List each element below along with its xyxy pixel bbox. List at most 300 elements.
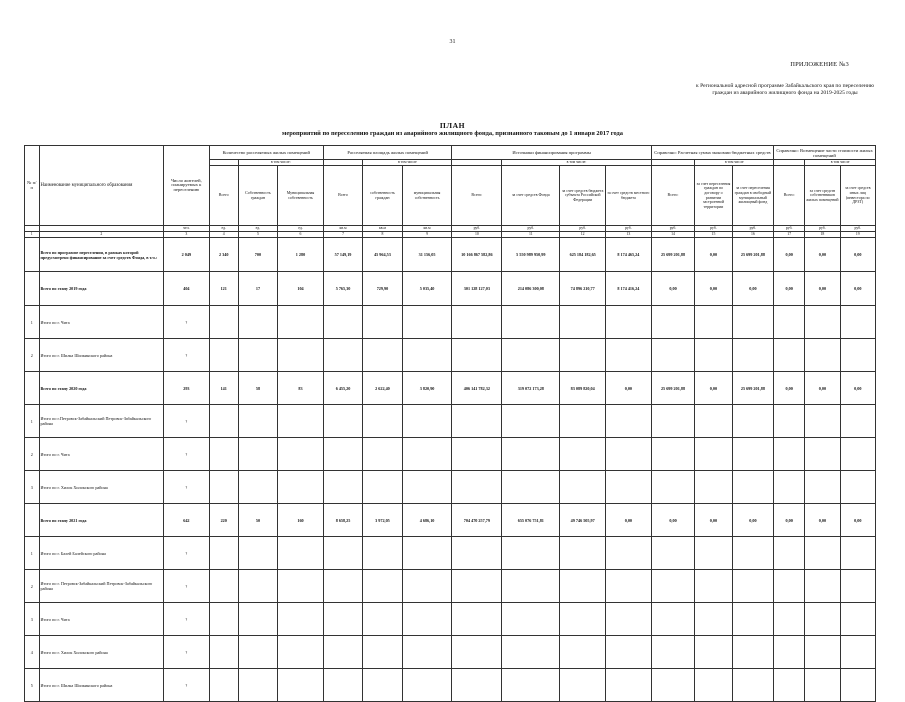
value-cell: ? bbox=[164, 669, 210, 702]
table-row-total bbox=[25, 372, 876, 405]
value-cell: 704 470 257,79 bbox=[452, 504, 502, 537]
value-cell bbox=[840, 471, 875, 504]
header-group-finance: Источники финансирования программы bbox=[452, 146, 651, 160]
value-cell bbox=[209, 636, 238, 669]
value-cell bbox=[560, 306, 606, 339]
value-cell bbox=[805, 636, 840, 669]
value-cell: 58 bbox=[238, 372, 277, 405]
value-cell: 293 bbox=[164, 372, 210, 405]
value-cell: ? bbox=[164, 570, 210, 603]
value-cell: ? bbox=[164, 306, 210, 339]
value-cell bbox=[560, 438, 606, 471]
unit-cell: руб. bbox=[840, 226, 875, 232]
value-cell: 0,00 bbox=[695, 504, 732, 537]
column-number-cell: 5 bbox=[238, 232, 277, 238]
value-cell bbox=[502, 669, 560, 702]
value-cell bbox=[452, 636, 502, 669]
value-cell bbox=[209, 669, 238, 702]
value-cell: 83 bbox=[278, 372, 324, 405]
value-cell: 0,00 bbox=[774, 372, 805, 405]
value-cell bbox=[606, 570, 652, 603]
value-cell bbox=[238, 636, 277, 669]
header-total: Всего: bbox=[452, 166, 502, 226]
value-cell bbox=[278, 306, 324, 339]
value-cell bbox=[502, 405, 560, 438]
value-cell: 319 072 173,28 bbox=[502, 372, 560, 405]
value-cell: 3 972,05 bbox=[363, 504, 402, 537]
value-cell bbox=[651, 306, 695, 339]
header-total: Всего: bbox=[774, 166, 805, 226]
value-cell bbox=[606, 339, 652, 372]
value-cell: ? bbox=[164, 405, 210, 438]
header-compensation-investor: за счет средств иных лиц (инвестора по ДРЗТ) bbox=[840, 166, 875, 226]
value-cell bbox=[278, 669, 324, 702]
value-cell bbox=[560, 636, 606, 669]
value-cell bbox=[402, 636, 452, 669]
value-cell bbox=[774, 438, 805, 471]
value-cell bbox=[323, 603, 362, 636]
value-cell: 1 280 bbox=[278, 238, 324, 272]
row-name: Итого по г. Шилка Шилкинского района bbox=[39, 669, 164, 702]
row-number: 2 bbox=[25, 339, 40, 372]
header-intro: в том числе bbox=[695, 160, 774, 166]
value-cell bbox=[402, 603, 452, 636]
value-cell bbox=[651, 405, 695, 438]
value-cell bbox=[732, 669, 774, 702]
value-cell bbox=[840, 636, 875, 669]
value-cell bbox=[402, 306, 452, 339]
column-number-cell: 2 bbox=[39, 232, 164, 238]
value-cell: ? bbox=[164, 471, 210, 504]
value-cell bbox=[452, 669, 502, 702]
value-cell: 406 141 782,32 bbox=[452, 372, 502, 405]
value-cell bbox=[238, 603, 277, 636]
value-cell bbox=[502, 636, 560, 669]
value-cell bbox=[402, 570, 452, 603]
value-cell bbox=[323, 636, 362, 669]
value-cell bbox=[651, 471, 695, 504]
unit-cell: чел. bbox=[164, 226, 210, 232]
value-cell bbox=[840, 405, 875, 438]
value-cell: 25 699 201,88 bbox=[732, 372, 774, 405]
value-cell bbox=[695, 570, 732, 603]
header-total: Всего bbox=[323, 166, 362, 226]
column-number-cell: 1 bbox=[25, 232, 40, 238]
table-row bbox=[25, 438, 876, 471]
value-cell bbox=[695, 438, 732, 471]
value-cell bbox=[502, 537, 560, 570]
value-cell bbox=[805, 570, 840, 603]
value-cell bbox=[238, 537, 277, 570]
value-cell bbox=[452, 438, 502, 471]
value-cell: 0,00 bbox=[805, 238, 840, 272]
table-row bbox=[25, 405, 876, 438]
value-cell bbox=[278, 438, 324, 471]
row-number bbox=[25, 372, 40, 405]
value-cell bbox=[278, 570, 324, 603]
value-cell: 4 686,10 bbox=[402, 504, 452, 537]
value-cell: 5 765,30 bbox=[323, 272, 362, 306]
column-number-cell: 11 bbox=[502, 232, 560, 238]
value-cell bbox=[774, 570, 805, 603]
row-name: Итого по г. Петровск-Забайкальский Петровск-Забайкальского района bbox=[39, 570, 164, 603]
table-row bbox=[25, 306, 876, 339]
value-cell bbox=[805, 471, 840, 504]
value-cell: 8 174 416,24 bbox=[606, 272, 652, 306]
value-cell bbox=[606, 438, 652, 471]
value-cell: 0,00 bbox=[732, 504, 774, 537]
value-cell: 0,00 bbox=[606, 372, 652, 405]
value-cell: 160 bbox=[278, 504, 324, 537]
table-row bbox=[25, 636, 876, 669]
row-number: 1 bbox=[25, 306, 40, 339]
value-cell bbox=[732, 306, 774, 339]
value-cell: 220 bbox=[209, 504, 238, 537]
value-cell bbox=[732, 471, 774, 504]
value-cell bbox=[560, 405, 606, 438]
value-cell: 404 bbox=[164, 272, 210, 306]
value-cell bbox=[732, 339, 774, 372]
value-cell: 0,00 bbox=[805, 372, 840, 405]
row-name: Итого по г. Хилок Хилокского района bbox=[39, 471, 164, 504]
row-name: Итого по г. Чита bbox=[39, 438, 164, 471]
value-cell bbox=[695, 603, 732, 636]
column-number-cell: 7 bbox=[323, 232, 362, 238]
value-cell bbox=[238, 405, 277, 438]
value-cell bbox=[560, 339, 606, 372]
column-number-cell: 8 bbox=[363, 232, 402, 238]
value-cell bbox=[209, 438, 238, 471]
value-cell bbox=[278, 636, 324, 669]
value-cell: 8 658,25 bbox=[323, 504, 362, 537]
value-cell: 5 035,40 bbox=[402, 272, 452, 306]
unit-cell: руб. bbox=[606, 226, 652, 232]
value-cell bbox=[363, 537, 402, 570]
row-number: 2 bbox=[25, 570, 40, 603]
value-cell bbox=[402, 405, 452, 438]
value-cell: 57 149,19 bbox=[323, 238, 362, 272]
value-cell: ? bbox=[164, 438, 210, 471]
value-cell bbox=[840, 570, 875, 603]
header-region: за счет средств бюджета субъекта Российской Федерации bbox=[560, 166, 606, 226]
value-cell bbox=[502, 603, 560, 636]
unit-cell: руб. bbox=[560, 226, 606, 232]
value-cell: 0,00 bbox=[606, 504, 652, 537]
value-cell bbox=[502, 438, 560, 471]
value-cell bbox=[774, 405, 805, 438]
column-number-cell: 17 bbox=[774, 232, 805, 238]
value-cell bbox=[363, 438, 402, 471]
value-cell bbox=[651, 438, 695, 471]
value-cell bbox=[323, 471, 362, 504]
value-cell bbox=[452, 471, 502, 504]
value-cell bbox=[805, 339, 840, 372]
unit-cell: руб. bbox=[651, 226, 695, 232]
value-cell bbox=[651, 669, 695, 702]
appendix-subtitle: к Региональной адресной программе Забайкальского края по переселению граждан из аварийного жилищного фонда на 2019-2025 годы bbox=[695, 83, 874, 97]
value-cell bbox=[805, 537, 840, 570]
header-intro: в том числе bbox=[805, 160, 876, 166]
value-cell bbox=[805, 603, 840, 636]
value-cell bbox=[238, 471, 277, 504]
value-cell bbox=[840, 438, 875, 471]
value-cell bbox=[363, 669, 402, 702]
value-cell: 49 746 505,97 bbox=[560, 504, 606, 537]
plan-table bbox=[24, 145, 876, 702]
value-cell: 104 bbox=[278, 272, 324, 306]
unit-cell: ед. bbox=[278, 226, 324, 232]
value-cell bbox=[209, 537, 238, 570]
value-cell bbox=[402, 438, 452, 471]
document-title: ПЛАН bbox=[439, 121, 466, 130]
column-number-cell: 9 bbox=[402, 232, 452, 238]
column-number-cell: 14 bbox=[651, 232, 695, 238]
value-cell: ? bbox=[164, 636, 210, 669]
value-cell bbox=[323, 438, 362, 471]
value-cell bbox=[278, 537, 324, 570]
value-cell: 74 896 210,77 bbox=[560, 272, 606, 306]
unit-cell: кв.м bbox=[323, 226, 362, 232]
table-row bbox=[25, 471, 876, 504]
value-cell bbox=[651, 570, 695, 603]
value-cell bbox=[774, 306, 805, 339]
value-cell bbox=[732, 438, 774, 471]
value-cell bbox=[238, 669, 277, 702]
value-cell bbox=[651, 603, 695, 636]
header-total: Всего: bbox=[651, 166, 695, 226]
header-group-area: Расселяемая площадь жилых помещений bbox=[323, 146, 452, 160]
value-cell bbox=[560, 603, 606, 636]
value-cell: 0,00 bbox=[732, 272, 774, 306]
value-cell bbox=[695, 669, 732, 702]
value-cell bbox=[805, 405, 840, 438]
value-cell: 6 455,20 bbox=[323, 372, 362, 405]
header-compensation-owners: за счет средств собственников жилых помещений bbox=[805, 166, 840, 226]
value-cell bbox=[695, 405, 732, 438]
value-cell bbox=[238, 339, 277, 372]
value-cell bbox=[805, 669, 840, 702]
header-intro: в том числе: bbox=[502, 160, 651, 166]
table-row bbox=[25, 339, 876, 372]
value-cell bbox=[209, 570, 238, 603]
row-number: 2 bbox=[25, 438, 40, 471]
header-intro: в том числе bbox=[363, 160, 452, 166]
column-number-cell: 18 bbox=[805, 232, 840, 238]
header-group-economy: Справочно: Расчетная сумма экономии бюджетных средств bbox=[651, 146, 773, 160]
value-cell bbox=[323, 405, 362, 438]
unit-cell: кв.м bbox=[363, 226, 402, 232]
header-total: Всего bbox=[209, 166, 238, 226]
value-cell: 8 174 465,24 bbox=[606, 238, 652, 272]
value-cell bbox=[278, 339, 324, 372]
value-cell: ? bbox=[164, 339, 210, 372]
value-cell bbox=[363, 306, 402, 339]
row-number bbox=[25, 504, 40, 537]
value-cell bbox=[606, 603, 652, 636]
value-cell: 700 bbox=[238, 238, 277, 272]
header-intro: в том числе: bbox=[238, 160, 323, 166]
value-cell bbox=[502, 471, 560, 504]
value-cell bbox=[238, 438, 277, 471]
value-cell bbox=[695, 537, 732, 570]
value-cell: 655 076 751,81 bbox=[502, 504, 560, 537]
row-number: 3 bbox=[25, 603, 40, 636]
value-cell bbox=[209, 471, 238, 504]
value-cell: 0,00 bbox=[695, 372, 732, 405]
value-cell: 0,00 bbox=[840, 504, 875, 537]
value-cell bbox=[840, 537, 875, 570]
value-cell bbox=[560, 570, 606, 603]
value-cell bbox=[606, 669, 652, 702]
value-cell bbox=[452, 603, 502, 636]
table-row-total bbox=[25, 504, 876, 537]
appendix-label: ПРИЛОЖЕНИЕ №3 bbox=[790, 61, 849, 68]
value-cell: 83 089 820,04 bbox=[560, 372, 606, 405]
value-cell: 214 086 300,08 bbox=[502, 272, 560, 306]
value-cell: 2 340 bbox=[209, 238, 238, 272]
value-cell: 2 049 bbox=[164, 238, 210, 272]
value-cell bbox=[774, 339, 805, 372]
unit-cell: ед. bbox=[238, 226, 277, 232]
header-citizens: собственность граждан bbox=[363, 166, 402, 226]
row-name: Итого по г. Чита bbox=[39, 603, 164, 636]
value-cell bbox=[323, 537, 362, 570]
value-cell bbox=[774, 636, 805, 669]
value-cell: 0,00 bbox=[774, 504, 805, 537]
header-economy-municipal: за счет переселения граждан в свободный муниципальный жилищный фонд bbox=[732, 166, 774, 226]
value-cell bbox=[732, 405, 774, 438]
value-cell bbox=[278, 405, 324, 438]
value-cell bbox=[695, 306, 732, 339]
value-cell bbox=[560, 537, 606, 570]
column-number-cell: 6 bbox=[278, 232, 324, 238]
value-cell bbox=[238, 306, 277, 339]
header-name: Наименование муниципального образования bbox=[39, 146, 164, 226]
value-cell bbox=[651, 636, 695, 669]
value-cell: 0,00 bbox=[840, 372, 875, 405]
value-cell: 0,00 bbox=[840, 272, 875, 306]
value-cell: 0,00 bbox=[695, 272, 732, 306]
header-municipal: Муниципальная собственность bbox=[278, 166, 324, 226]
value-cell bbox=[502, 339, 560, 372]
row-name: Итого по г. Чита bbox=[39, 306, 164, 339]
header-num: № п/п bbox=[25, 146, 40, 226]
row-number: 1 bbox=[25, 537, 40, 570]
row-name: Итого по г.Петровск-Забайкальский Петровск-Забайкальского района bbox=[39, 405, 164, 438]
value-cell bbox=[560, 471, 606, 504]
page-number: 31 bbox=[449, 39, 456, 45]
value-cell bbox=[209, 603, 238, 636]
value-cell: 0,00 bbox=[651, 272, 695, 306]
table-row bbox=[25, 603, 876, 636]
unit-cell: руб. bbox=[502, 226, 560, 232]
value-cell bbox=[363, 405, 402, 438]
value-cell bbox=[238, 570, 277, 603]
value-cell: 31 156,05 bbox=[402, 238, 452, 272]
value-cell bbox=[452, 339, 502, 372]
value-cell bbox=[209, 339, 238, 372]
value-cell bbox=[402, 339, 452, 372]
value-cell bbox=[606, 405, 652, 438]
value-cell bbox=[363, 471, 402, 504]
row-number bbox=[25, 238, 40, 272]
value-cell: ? bbox=[164, 603, 210, 636]
value-cell: 25 699 201,88 bbox=[732, 238, 774, 272]
value-cell: 625 184 182,65 bbox=[560, 238, 606, 272]
value-cell bbox=[402, 471, 452, 504]
value-cell bbox=[732, 603, 774, 636]
value-cell bbox=[278, 471, 324, 504]
unit-cell: руб. bbox=[695, 226, 732, 232]
row-name: Всего по программе переселения, в рамках которой предусмотрено финансирование за счет средств Фонда, в т.ч.: bbox=[39, 238, 164, 272]
value-cell: 301 128 127,03 bbox=[452, 272, 502, 306]
value-cell bbox=[695, 471, 732, 504]
header-citizens: Собственность граждан bbox=[238, 166, 277, 226]
value-cell bbox=[452, 306, 502, 339]
column-number-cell: 4 bbox=[209, 232, 238, 238]
value-cell bbox=[695, 636, 732, 669]
value-cell bbox=[278, 603, 324, 636]
value-cell bbox=[560, 669, 606, 702]
header-municipal: муниципальная собственность bbox=[402, 166, 452, 226]
value-cell bbox=[323, 570, 362, 603]
value-cell bbox=[363, 636, 402, 669]
row-name: Итого по г. Хилок Хилокского района bbox=[39, 636, 164, 669]
unit-cell: руб. bbox=[732, 226, 774, 232]
value-cell bbox=[209, 306, 238, 339]
value-cell bbox=[606, 537, 652, 570]
value-cell bbox=[502, 306, 560, 339]
header-economy-drzt: за счет переселения граждан по договору о развитии застроенной территории bbox=[695, 166, 732, 226]
row-name: Итого по г. Шилка Шилкинского района bbox=[39, 339, 164, 372]
column-number-cell: 15 bbox=[695, 232, 732, 238]
value-cell bbox=[805, 438, 840, 471]
value-cell bbox=[774, 471, 805, 504]
unit-cell: руб. bbox=[805, 226, 840, 232]
value-cell bbox=[323, 339, 362, 372]
value-cell bbox=[840, 306, 875, 339]
value-cell: 25 699 201,88 bbox=[651, 238, 695, 272]
value-cell: 10 166 867 582,86 bbox=[452, 238, 502, 272]
row-number bbox=[25, 272, 40, 306]
value-cell bbox=[323, 669, 362, 702]
value-cell: 2 622,40 bbox=[363, 372, 402, 405]
value-cell bbox=[502, 570, 560, 603]
value-cell: 0,00 bbox=[805, 504, 840, 537]
column-number-cell: 16 bbox=[732, 232, 774, 238]
value-cell bbox=[774, 669, 805, 702]
value-cell bbox=[774, 603, 805, 636]
value-cell bbox=[840, 669, 875, 702]
row-name: Итого по г. Балей Балейского района bbox=[39, 537, 164, 570]
value-cell bbox=[209, 405, 238, 438]
value-cell: 5 550 989 950,99 bbox=[502, 238, 560, 272]
table-row-total bbox=[25, 238, 876, 272]
value-cell bbox=[606, 306, 652, 339]
value-cell: 17 bbox=[238, 272, 277, 306]
value-cell bbox=[651, 537, 695, 570]
value-cell bbox=[732, 570, 774, 603]
value-cell: 0,00 bbox=[774, 238, 805, 272]
value-cell: 25 699 201,88 bbox=[651, 372, 695, 405]
table-row bbox=[25, 669, 876, 702]
value-cell bbox=[732, 537, 774, 570]
value-cell: 121 bbox=[209, 272, 238, 306]
header-local: за счет средств местного бюджета bbox=[606, 166, 652, 226]
table-row bbox=[25, 537, 876, 570]
value-cell: 0,00 bbox=[695, 238, 732, 272]
unit-cell: руб. bbox=[774, 226, 805, 232]
